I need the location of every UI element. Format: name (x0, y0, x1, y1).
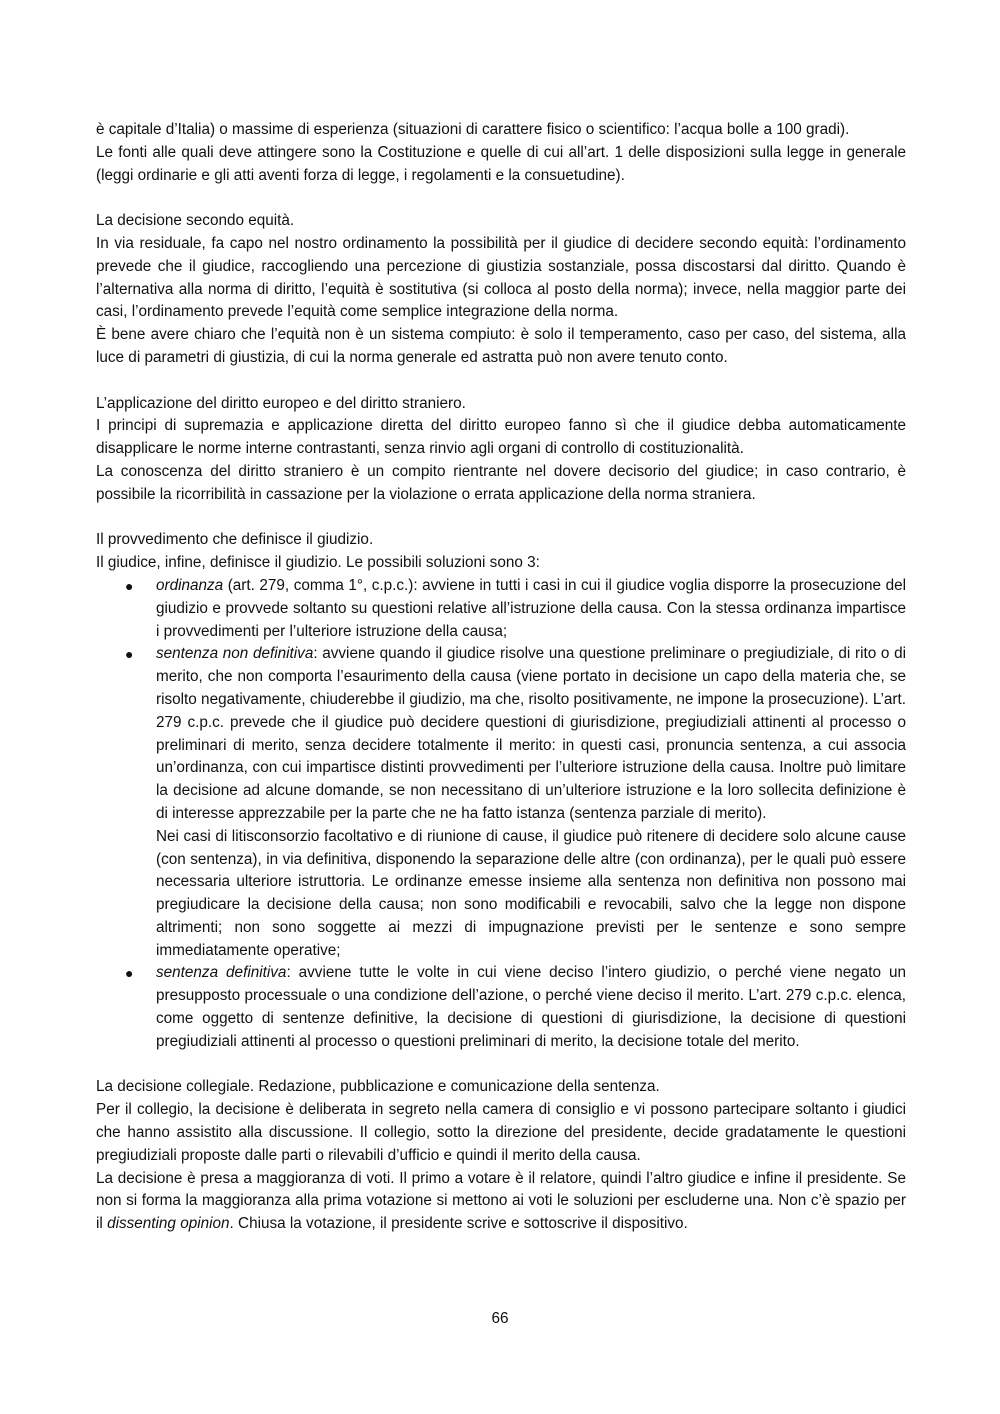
bullet-icon: ● (125, 646, 134, 663)
section-heading: La decisione collegiale. Redazione, pubblicazione e comunicazione della sentenza. (96, 1078, 660, 1096)
list-item (96, 575, 906, 643)
list-item-term: sentenza non definitiva (156, 645, 314, 663)
paragraph: In via residuale, fa capo nel nostro ordinamento la possibilità per il giudice di decidere secondo equità: l’ordinamento prevede che il giudice, raccogliendo una percezione di giustizia sostanziale, possa discostarsi dal diritto. Quando è l’alternativa alla norma di diritto, l’equità è sostitutiva (si colloca al posto della norma); invece, nella maggior parte dei casi, l’ordinamento prevede l’equità come semplice integrazione della norma. (96, 234, 906, 321)
page-number: 66 (491, 1310, 509, 1327)
list-item-term: ordinanza (156, 576, 224, 594)
paragraph: Le fonti alle quali deve attingere sono la Costituzione e quelle di cui all’art. 1 delle disposizioni sulla legge in generale (leggi ordinarie e gli atti aventi forza di legge, i regolamenti e la consuetudine). (96, 143, 906, 184)
paragraph: È bene avere chiaro che l’equità non è un sistema compiuto: è solo il temperamento, caso per caso, del sistema, alla luce di parametri di giustizia, di cui la norma generale ed astratta può non avere tenuto conto. (96, 326, 906, 366)
list-item-text (156, 962, 906, 1053)
list-item-description: : avviene quando il giudice risolve una questione preliminare o pregiudiziale, di rito o di merito, che non comporta l’esaurimento della causa (viene portato in decisione un capo della materia che, se risolto negativamente, chiuderebbe il giudizio, ma che, risolto positivamente, ne impone la prosecuzione). L’art. 279 c.p.c. prevede che il giudice può decidere questioni di giurisdizione, pregiudiziali attinenti al processo o preliminari di merito, senza decidere totalmente il merito: in questi casi, pronuncia sentenza, a cui associa un’ordinanza, con cui impartisce distinti provvedimenti per l’ulteriore istruzione della causa. Inoltre può limitare la decisione ad alcune domande, se non necessitano di un’ulteriore istruzione e la loro sollecita definizione è di interesse apprezzabile per la parte che ne ha fatto istanza (sentenza parziale di merito). (156, 645, 906, 822)
paragraph: La conoscenza del diritto straniero è un compito rientrante nel dovere decisorio del giudice; in caso contrario, è possibile la ricorribilità in cassazione per la violazione o errata applicazione della norma straniera. (96, 462, 906, 503)
list-item-continuation: Nei casi di litisconsorzio facoltativo e di riunione di cause, il giudice può ritenere di decidere solo alcune cause (con sentenza), in via definitiva, disponendo la separazione delle altre (con ordinanza), per le quali può essere necessaria ulteriore istruttoria. Le ordinanze emesse insieme alla sentenza non definitiva non possono mai pregiudicare la decisione della causa; non sono modificabili e revocabili, salvo che la legge non dispone altrimenti; non sono soggette ai mezzi di impugnazione previsti per le sentenze e sono sempre immediatamente operative; (156, 827, 906, 959)
document-body (96, 119, 906, 1236)
list-item-text (156, 643, 906, 825)
paragraph (96, 1168, 906, 1236)
list-item-term: sentenza definitiva (156, 964, 287, 982)
paragraph: è capitale d’Italia) o massime di esperienza (situazioni di carattere fisico o scientifico: l’acqua bolle a 100 gradi). (96, 121, 850, 138)
bullet-icon: ● (125, 577, 134, 594)
section-heading: L’applicazione del diritto europeo e del diritto straniero. (96, 394, 466, 412)
section-heading: Il provvedimento che definisce il giudizio. (96, 531, 374, 549)
list-item-description: : avviene tutte le volte in cui viene deciso l’intero giudizio, o perché viene negato un presupposto processuale o una condizione dell’azione, o perché viene deciso il merito. L’art. 279 c.p.c. elenca, come oggetto di sentenze definitive, la decisione di questioni di giurisdizione, la decisione di questioni pregiudiziali attinenti al processo o questioni preliminari di merito, la decisione totale del merito. (156, 964, 906, 1050)
paragraph: Per il collegio, la decisione è deliberata in segreto nella camera di consiglio e vi possono partecipare soltanto i giudici che hanno assistito alla discussione. Il collegio, sotto la direzione del presidente, decide gradatamente le questioni pregiudiziali proposte dalle parti o rilevabili d’ufficio e quindi il merito della causa. (96, 1101, 906, 1164)
section-heading: La decisione secondo equità. (96, 212, 295, 230)
paragraph-text: . Chiusa la votazione, il presidente scrive e sottoscrive il dispositivo. (229, 1215, 688, 1233)
list-item (96, 643, 906, 962)
list-item-text (156, 575, 906, 643)
list-item (96, 962, 906, 1053)
bullet-list (96, 575, 906, 1054)
bullet-icon: ● (125, 965, 134, 982)
emphasis-term: dissenting opinion (107, 1215, 230, 1233)
paragraph-text: La decisione è presa a maggioranza di voti. Il primo a votare è il relatore, quindi l’altro giudice e infine il presidente. Se non si forma la maggioranza alla prima votazione si mettono ai voti le soluzioni per escluderne una. Non c’è spazio per il (96, 1169, 906, 1233)
list-item-description: (art. 279, comma 1°, c.p.c.): avviene in tutti i casi in cui il giudice voglia disporre la prosecuzione del giudizio e provvede soltanto su questioni relative all’istruzione della causa. Con la stessa ordinanza impartisce i provvedimenti per l’ulteriore istruzione della causa; (156, 576, 906, 640)
paragraph: Il giudice, infine, definisce il giudizio. Le possibili soluzioni sono 3: (96, 554, 540, 572)
paragraph: I principi di supremazia e applicazione diretta del diritto europeo fanno sì che il giudice debba automaticamente disapplicare le norme interne contrastanti, senza rinvio agli organi di controllo di costituzionalità. (96, 417, 906, 458)
